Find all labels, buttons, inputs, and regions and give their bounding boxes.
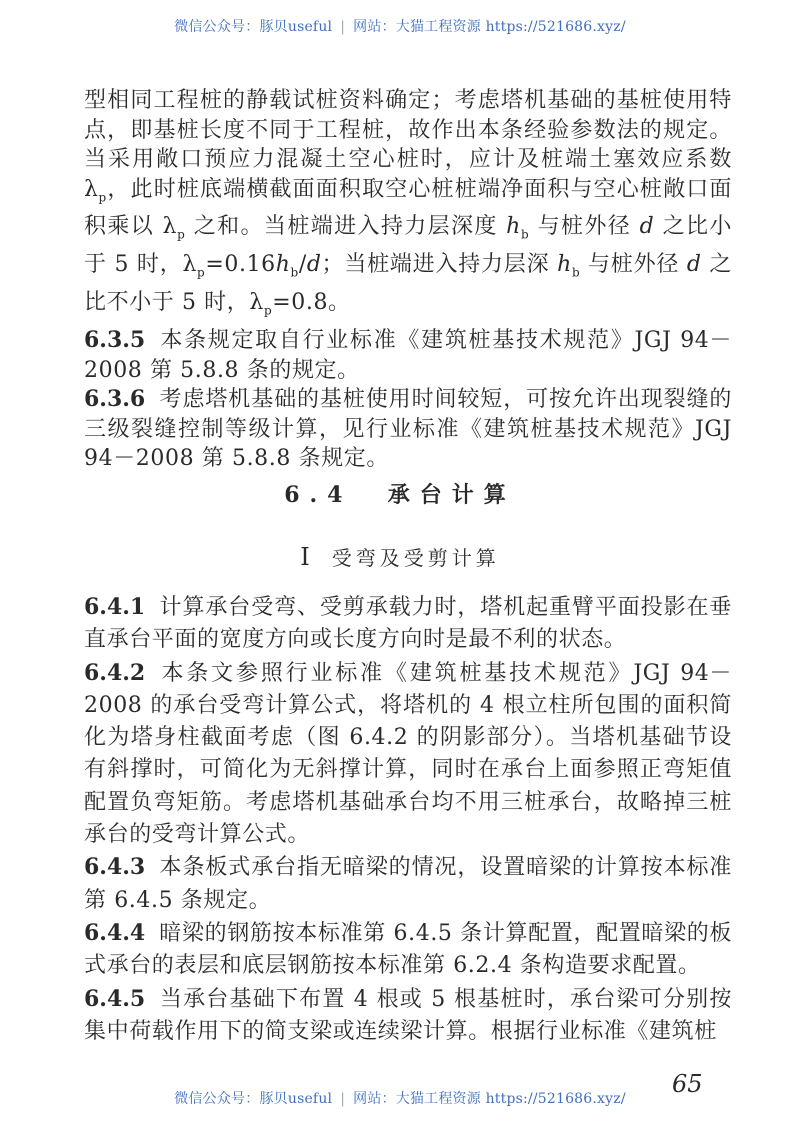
text-run: 与桩外径 — [529, 214, 640, 240]
clause-text: 计算承台受弯、受剪承载力时，塔机起重臂平面投影在垂直承台平面的宽度方向或长度方向时是最不利的状态。 — [84, 595, 732, 653]
text-run: 与桩外径 — [580, 252, 687, 278]
clause-text: 暗梁的钢筋按本标准第 6.4.5 条计算配置，配置暗梁的板式承台的表层和底层钢筋按本标准第 6.2.4 条构造要求配置。 — [84, 920, 732, 979]
subscript: b — [290, 265, 299, 280]
subscript: p — [98, 189, 107, 204]
lower-text-block — [84, 591, 732, 1048]
clause-6-3-6 — [84, 385, 732, 474]
subscript: p — [177, 227, 186, 242]
clause-number: 6.4.3 — [84, 854, 146, 881]
clause-number: 6.3.5 — [84, 327, 146, 354]
subsection-numeral: Ⅰ — [300, 543, 314, 571]
math-variable: d — [306, 252, 322, 278]
clause-text: 本条板式承台指无暗梁的情况，设置暗梁的计算按本标准第 6.4.5 条规定。 — [84, 855, 732, 913]
subscript: p — [197, 265, 206, 280]
watermark-website: 网站：大猫工程资源 https://521686.xyz/ — [353, 19, 626, 35]
math-variable: h — [557, 252, 572, 278]
subsection-title: 受弯及受剪计算 — [331, 546, 500, 570]
text-run: 之和。当桩端进入持力层深度 — [185, 214, 507, 240]
watermark-wechat: 微信公众号：豚贝useful — [174, 1091, 333, 1107]
watermark-wechat: 微信公众号：豚贝useful — [174, 19, 333, 35]
clause-6-3-5 — [84, 326, 732, 385]
watermark-header — [0, 16, 800, 36]
text-run: =0.8。 — [272, 290, 351, 316]
math-variable: d — [686, 252, 702, 278]
page-number: 65 — [672, 1070, 703, 1098]
clause-number: 6.4.4 — [84, 919, 146, 946]
clause-number: 6.3.6 — [84, 386, 146, 413]
subscript: p — [263, 303, 273, 318]
clause-text: 当承台基础下布置 4 根或 5 根基桩时，承台梁可分别按集中荷载作用下的简支梁或连续梁计算。根据行业标准《建筑桩 — [84, 986, 732, 1044]
math-variable: h — [275, 252, 291, 278]
clause-text: 本条规定取自行业标准《建筑桩基技术规范》JGJ 94－2008 第 5.8.8 条的规定。 — [84, 328, 732, 383]
clause-text: 本条文参照行业标准《建筑桩基技术规范》JGJ 94－2008 的承台受弯计算公式，将塔机的 4 根立柱所包围的面积简化为塔身柱截面考虑（图 6.4.2 的阴影部分）。当塔机基础节设有斜撑时，可简化为无斜撑计算，同时在承台上面参照正弯矩值配置负弯矩筋。考虑塔机基础承台均不用三桩承台，故略掉三桩承台的受弯计算公式。 — [84, 660, 732, 848]
text-run: ；当桩端进入持力层深 — [321, 252, 558, 278]
clause-6-4-5 — [84, 983, 732, 1049]
clause-6-4-4 — [84, 917, 732, 983]
text-run: 之比不小于 5 时，λ — [84, 252, 732, 316]
text-run: 型相同工程桩的静载试桩资料确定；考虑塔机基础的基桩使用特点，即基桩长度不同于工程桩，故作出本条经验参数法的规定。当采用敞口预应力混凝土空心桩时，应计及桩端土塞效应系数 λ — [84, 88, 732, 202]
clause-number: 6.4.1 — [84, 594, 146, 620]
intro-paragraph — [84, 86, 732, 326]
clause-6-4-3 — [84, 851, 732, 917]
text-run: / — [298, 252, 307, 278]
text-run: ，此时桩底端横截面面积取空心桩桩端净面积与空心桩敞口面积乘以 λ — [84, 176, 732, 240]
clause-number: 6.4.2 — [84, 659, 146, 686]
clause-text: 考虑塔机基础的基桩使用时间较短，可按允许出现裂缝的三级裂缝控制等级计算，见行业标准《建筑桩基技术规范》JGJ 94－2008 第 5.8.8 条规定。 — [84, 387, 732, 472]
clause-6-4-2 — [84, 657, 732, 852]
watermark-separator: | — [340, 19, 346, 35]
clause-6-4-1 — [84, 591, 732, 657]
watermark-separator: | — [340, 1091, 346, 1107]
watermark-website: 网站：大猫工程资源 https://521686.xyz/ — [353, 1091, 626, 1107]
upper-text-block — [84, 86, 732, 474]
math-variable: d — [639, 214, 655, 240]
text-run: =0.16 — [205, 252, 276, 278]
watermark-footer — [0, 1088, 800, 1108]
subscript: b — [520, 227, 530, 242]
subsection-heading — [0, 542, 800, 571]
section-heading: 6.4 承台计算 — [284, 482, 516, 508]
text-run: 之比小于 5 时，λ — [84, 214, 733, 278]
clause-number: 6.4.5 — [84, 985, 146, 1012]
math-variable: h — [506, 214, 521, 240]
subscript: b — [571, 265, 581, 280]
